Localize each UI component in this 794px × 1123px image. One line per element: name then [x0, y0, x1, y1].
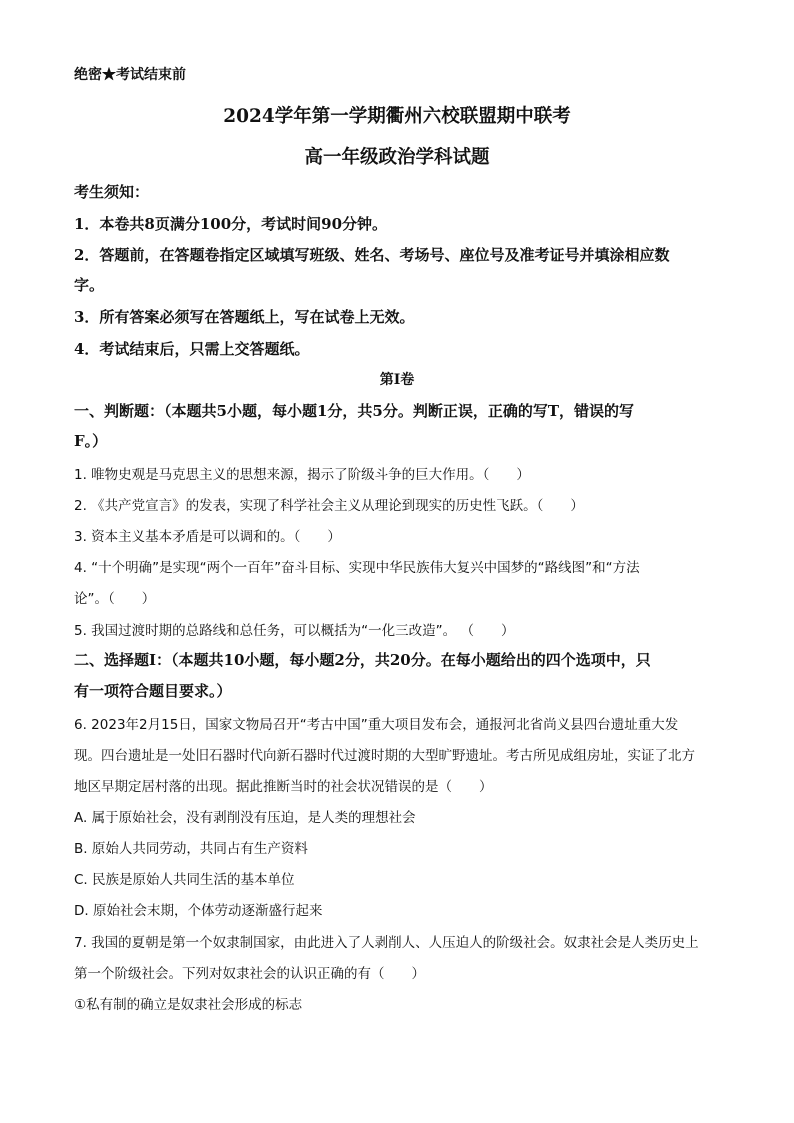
question-6-option-b: B. 原始人共同劳动，共同占有生产资料 — [74, 841, 308, 857]
question-4: 4. “十个明确”是实现“两个一百年”奋斗目标、实现中华民族伟大复兴中国梦的“路线图”和“方法 — [74, 560, 640, 576]
exam-subtitle: 高一年级政治学科试题 — [304, 147, 490, 168]
question-6-cont-2: 地区早期定居村落的出现。据此推断当时的社会状况错误的是（ ） — [74, 779, 493, 795]
question-3: 3. 资本主义基本矛盾是可以调和的。（ ） — [74, 529, 341, 545]
notice-item-2: 2．答题前，在答题卷指定区域填写班级、姓名、考场号、座位号及准考证号并填涂相应数 — [74, 246, 670, 264]
question-2: 2. 《共产党宣言》的发表，实现了科学社会主义从理论到现实的历史性飞跃。（ ） — [74, 498, 584, 514]
notice-item-1: 1．本卷共8页满分100分，考试时间90分钟。 — [74, 215, 388, 233]
question-7: 7. 我国的夏朝是第一个奴隶制国家，由此进入了人剥削人、人压迫人的阶级社会。奴隶社会是人类历史上 — [74, 935, 699, 951]
question-1: 1. 唯物史观是马克思主义的思想来源，揭示了阶级斗争的巨大作用。（ ） — [74, 467, 530, 483]
exam-title: 2024学年第一学期衢州六校联盟期中联考 — [223, 106, 571, 127]
section2-heading-cont: 有一项符合题目要求。） — [74, 682, 232, 700]
question-4-cont: 论”。（ ） — [74, 591, 156, 607]
question-6-option-d: D. 原始社会末期，个体劳动逐渐盛行起来 — [74, 903, 323, 919]
confidential-label: 绝密★考试结束前 — [74, 67, 186, 83]
question-7-cont: 第一个阶级社会。下列对奴隶社会的认识正确的有（ ） — [74, 966, 425, 982]
question-6-option-c: C. 民族是原始人共同生活的基本单位 — [74, 872, 295, 888]
volume-label: 第Ⅰ卷 — [379, 372, 415, 388]
notice-item-4: 4．考试结束后，只需上交答题纸。 — [74, 340, 310, 358]
notice-item-2-cont: 字。 — [74, 276, 105, 294]
question-6: 6. 2023年2月15日，国家文物局召开“考古中国”重大项目发布会，通报河北省尚义县四台遗址重大发 — [74, 717, 679, 733]
section1-heading: 一、判断题：（本题共5小题，每小题1分，共5分。判断正误，正确的写T，错误的写 — [74, 402, 634, 420]
question-6-option-a: A. 属于原始社会，没有剥削没有压迫，是人类的理想社会 — [74, 810, 416, 826]
section2-heading: 二、选择题Ⅰ：（本题共10小题，每小题2分，共20分。在每小题给出的四个选项中，只 — [74, 651, 651, 669]
notice-item-3: 3．所有答案必须写在答题纸上，写在试卷上无效。 — [74, 308, 415, 326]
question-6-cont-1: 现。四台遗址是一处旧石器时代向新石器时代过渡时期的大型旷野遗址。考古所见成组房址，实证了北方 — [74, 748, 695, 764]
question-7-option-1: ①私有制的确立是奴隶社会形成的标志 — [74, 997, 303, 1013]
section1-heading-cont: F。） — [74, 432, 108, 450]
question-5: 5. 我国过渡时期的总路线和总任务，可以概括为“一化三改造”。 （ ） — [74, 623, 515, 639]
notice-heading: 考生须知： — [74, 183, 150, 201]
